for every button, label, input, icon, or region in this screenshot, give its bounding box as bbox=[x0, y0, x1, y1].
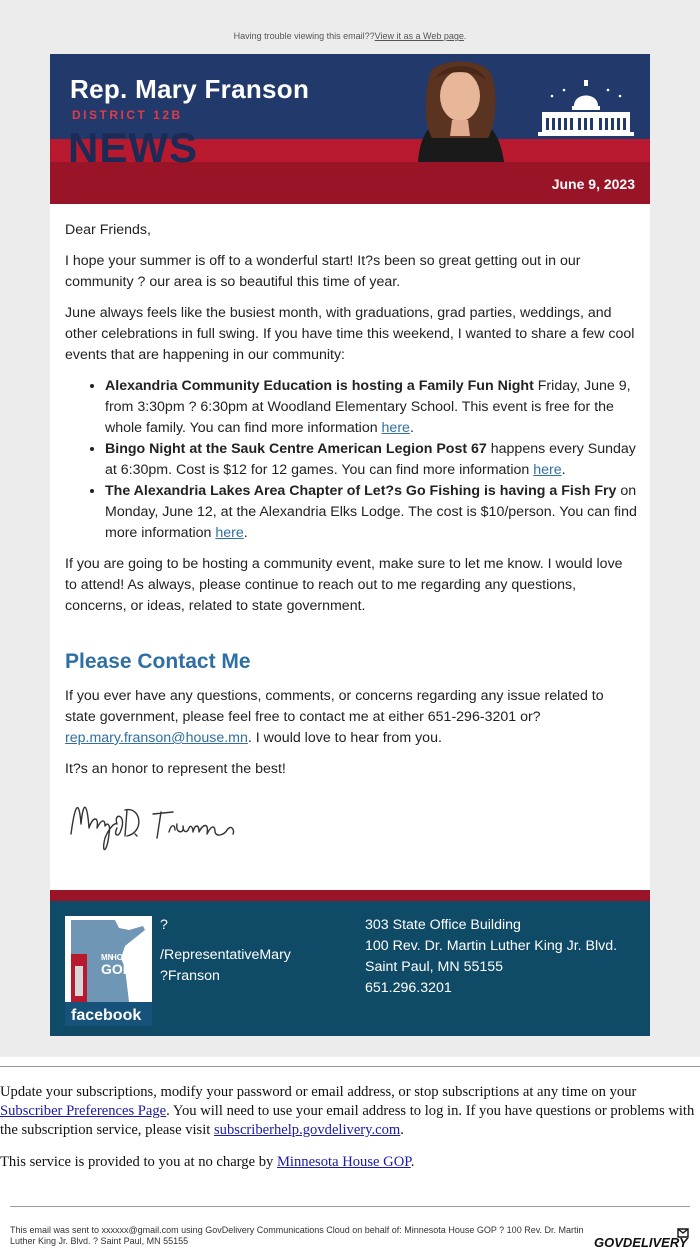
address-phone: 651.296.3201 bbox=[365, 980, 452, 996]
preheader-text: Having trouble viewing this email?? bbox=[233, 31, 375, 41]
legal-notice: This email was sent to xxxxxx@gmail.com using GovDelivery Communications Cloud on behalf of: Minnesota House GOP ? 100 Rev. Dr. Martin Luther King Jr. Blvd. ? Saint Paul, MN 55155 bbox=[10, 1225, 584, 1246]
event-item bbox=[105, 439, 637, 481]
event-item bbox=[105, 481, 637, 544]
view-web-page-link[interactable]: View it as a Web page bbox=[374, 31, 464, 41]
service-text: This service is provided to you at no charge by bbox=[0, 1154, 277, 1170]
address-line-2: 100 Rev. Dr. Martin Luther King Jr. Blvd. bbox=[365, 938, 618, 954]
closing-line: It?s an honor to represent the best! bbox=[65, 761, 286, 777]
capitol-building-icon bbox=[538, 80, 634, 136]
event-end: . bbox=[409, 420, 414, 436]
event-title: Alexandria Community Education is hosting a Family Fun Night bbox=[105, 378, 534, 394]
divider bbox=[10, 1206, 690, 1207]
facebook-handle[interactable] bbox=[160, 915, 291, 996]
logo-mn: MN bbox=[101, 953, 114, 962]
event-details: on Monday, June 12, at the Alexandria Elks Lodge. The cost is $10/person. You can find more information bbox=[105, 483, 637, 541]
divider bbox=[0, 1066, 700, 1067]
govdelivery-wordmark: GOVDELIVERY bbox=[594, 1235, 688, 1250]
events-list bbox=[65, 376, 637, 544]
subscription-end: . bbox=[400, 1122, 404, 1138]
representative-name: Rep. Mary Franson bbox=[70, 74, 310, 104]
contact-email-link[interactable]: rep.mary.franson@house.mn bbox=[65, 730, 248, 746]
contact-text: If you ever have any questions, comments, or concerns regarding any issue related to state government, please feel free to contact me at either 651-296-3201 or? bbox=[65, 688, 604, 725]
intro-paragraph: I hope your summer is off to a wonderful start! It?s been so great getting out in our community ? our area is so beautiful this time of year. bbox=[65, 253, 581, 290]
preheader-suffix: . bbox=[463, 31, 467, 41]
subscriber-preferences-link[interactable]: Subscriber Preferences Page bbox=[0, 1103, 167, 1119]
service-notice bbox=[0, 1153, 700, 1172]
greeting: Dear Friends, bbox=[65, 222, 151, 238]
logo-gop: GOP bbox=[101, 961, 133, 977]
minnesota-house-gop-link[interactable]: Minnesota House GOP bbox=[276, 1154, 411, 1170]
subscription-notice bbox=[0, 1083, 700, 1140]
news-label: NEWS bbox=[68, 124, 198, 171]
events-intro-paragraph: June always feels like the busiest month, with graduations, grad parties, weddings, and other celebrations in full swing. If you have time this weekend, I wanted to share a few cool events that are happening in our community: bbox=[65, 305, 635, 363]
event-title: The Alexandria Lakes Area Chapter of Let?s Go Fishing is having a Fish Fry bbox=[105, 483, 617, 499]
closing-paragraph: If you are going to be hosting a community event, make sure to let me know. I would love to attend! As always, please continue to reach out to me regarding any questions, concerns, or ideas, related to state government. bbox=[65, 556, 623, 614]
address-line-3: Saint Paul, MN 55155 bbox=[365, 959, 504, 975]
logo-facebook: facebook bbox=[71, 1007, 142, 1024]
contact-end: . I would love to hear from you. bbox=[247, 730, 442, 746]
footer-bar bbox=[50, 890, 650, 1036]
header-banner bbox=[50, 54, 650, 204]
event-end: . bbox=[243, 525, 248, 541]
handle-line-1: ? bbox=[160, 917, 168, 933]
representative-photo bbox=[400, 54, 520, 162]
service-end: . bbox=[410, 1154, 415, 1170]
event-details: Friday, June 9, from 3:30pm ? 6:30pm at Woodland Elementary School. This event is free for the whole family. You can find more information bbox=[105, 378, 631, 436]
facebook-logo[interactable] bbox=[65, 916, 152, 1026]
newsletter-card bbox=[50, 54, 650, 1036]
contact-heading: Please Contact Me bbox=[65, 650, 251, 673]
footer-red-stripe bbox=[50, 890, 650, 901]
subscription-text: Update your subscriptions, modify your password or email address, or stop subscriptions at any time on your bbox=[0, 1084, 637, 1100]
section-spacer bbox=[65, 627, 637, 649]
logo-house: HOUSE bbox=[111, 953, 140, 962]
preheader bbox=[0, 31, 700, 41]
signature-image bbox=[65, 794, 245, 860]
event-info-link[interactable]: here bbox=[381, 420, 410, 436]
subscriber-help-link[interactable]: subscriberhelp.govdelivery.com bbox=[214, 1122, 401, 1138]
newsletter-date: June 9, 2023 bbox=[551, 176, 635, 192]
event-info-link[interactable]: here bbox=[533, 462, 562, 478]
mn-house-gop-logo bbox=[65, 916, 152, 1026]
newsletter-body bbox=[65, 220, 637, 867]
govdelivery-logo[interactable] bbox=[594, 1225, 690, 1253]
office-address bbox=[365, 915, 617, 999]
handle-line-2: /RepresentativeMary bbox=[160, 947, 291, 963]
event-item bbox=[105, 376, 637, 439]
event-info-link[interactable]: here bbox=[215, 525, 244, 541]
address-line-1: 303 State Office Building bbox=[365, 917, 521, 933]
event-details: happens every Sunday at 6:30pm. Cost is $12 for 12 games. You can find more information bbox=[105, 441, 636, 478]
event-title: Bingo Night at the Sauk Centre American Legion Post 67 bbox=[105, 441, 487, 457]
handle-line-3: ?Franson bbox=[160, 968, 220, 984]
event-end: . bbox=[561, 462, 566, 478]
subscription-help-text: . You will need to use your email address to log in. If you have questions or problems with the subscription service, please visit bbox=[0, 1103, 695, 1138]
district-label: DISTRICT 12B bbox=[72, 108, 183, 122]
contact-paragraph bbox=[65, 686, 637, 749]
